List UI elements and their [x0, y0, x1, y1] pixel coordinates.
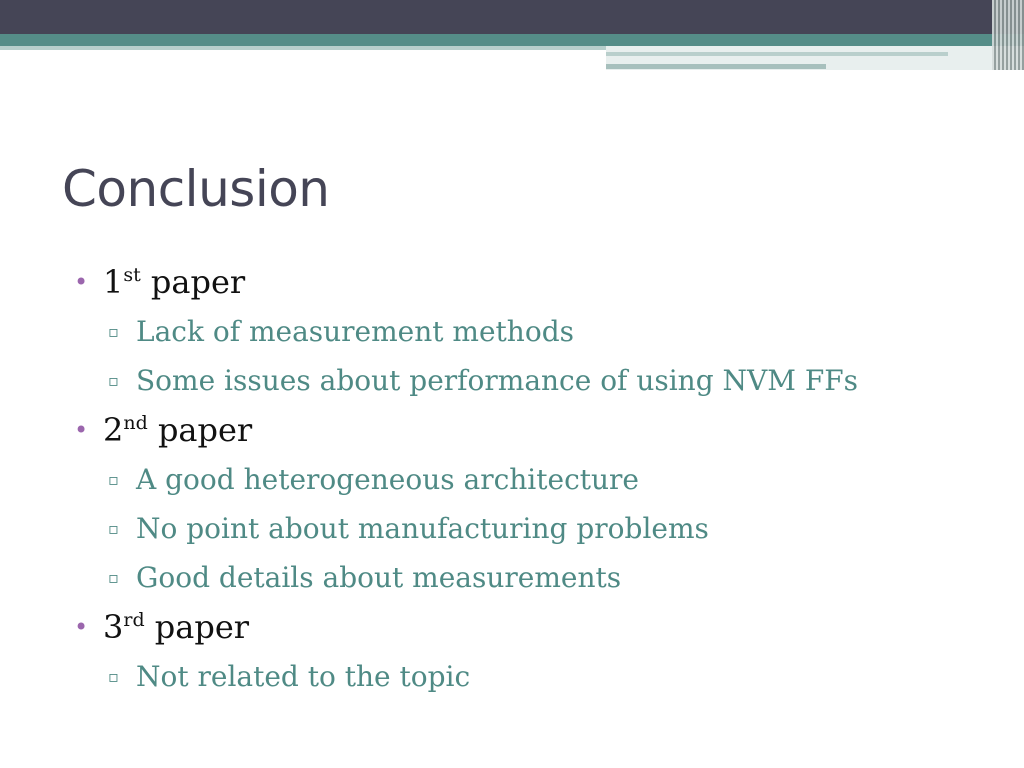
sub-bullet-icon: ▫ — [108, 470, 119, 489]
sub-bullet-item — [70, 307, 1010, 356]
bullet-list — [70, 257, 1010, 701]
bullet-text: paper — [140, 263, 246, 301]
sub-bullet-text: Lack of measurement methods — [136, 315, 574, 348]
sub-bullet-text: Good details about measurements — [136, 561, 622, 594]
bullet-icon: • — [74, 268, 89, 296]
sub-bullet-icon: ▫ — [108, 568, 119, 587]
header-right-line-short — [606, 64, 826, 69]
header-right-line — [606, 52, 948, 56]
sub-bullet-item — [70, 652, 1010, 701]
bullet-item — [70, 257, 1010, 307]
ordinal-suffix: st — [123, 264, 141, 286]
sub-bullet-text: A good heterogeneous architecture — [136, 463, 640, 496]
sub-bullet-text: Not related to the topic — [136, 660, 471, 693]
header-teal-band — [0, 34, 1024, 46]
bullet-item — [70, 602, 1010, 652]
sub-bullet-icon: ▫ — [108, 519, 119, 538]
paper-number: 3 — [103, 608, 124, 646]
header-dark-band — [0, 0, 1024, 34]
sub-bullet-item — [70, 553, 1010, 602]
header-accent-line — [0, 46, 606, 50]
bullet-text: paper — [147, 411, 253, 449]
sub-bullet-item — [70, 504, 1010, 553]
ordinal-suffix: nd — [123, 412, 148, 434]
sub-bullet-icon: ▫ — [108, 371, 119, 390]
sub-bullet-text: Some issues about performance of using NVM FFs — [136, 364, 859, 397]
sub-bullet-icon: ▫ — [108, 322, 119, 341]
bullet-icon: • — [74, 416, 89, 444]
paper-number: 2 — [103, 411, 124, 449]
header-stripes — [992, 0, 1024, 70]
slide-title: Conclusion — [62, 160, 330, 218]
bullet-item — [70, 405, 1010, 455]
sub-bullet-item — [70, 356, 1010, 405]
ordinal-suffix: rd — [123, 609, 145, 631]
paper-number: 1 — [103, 263, 124, 301]
sub-bullet-text: No point about manufacturing problems — [136, 512, 709, 545]
bullet-text: paper — [144, 608, 250, 646]
bullet-icon: • — [74, 613, 89, 641]
sub-bullet-icon: ▫ — [108, 667, 119, 686]
sub-bullet-item — [70, 455, 1010, 504]
